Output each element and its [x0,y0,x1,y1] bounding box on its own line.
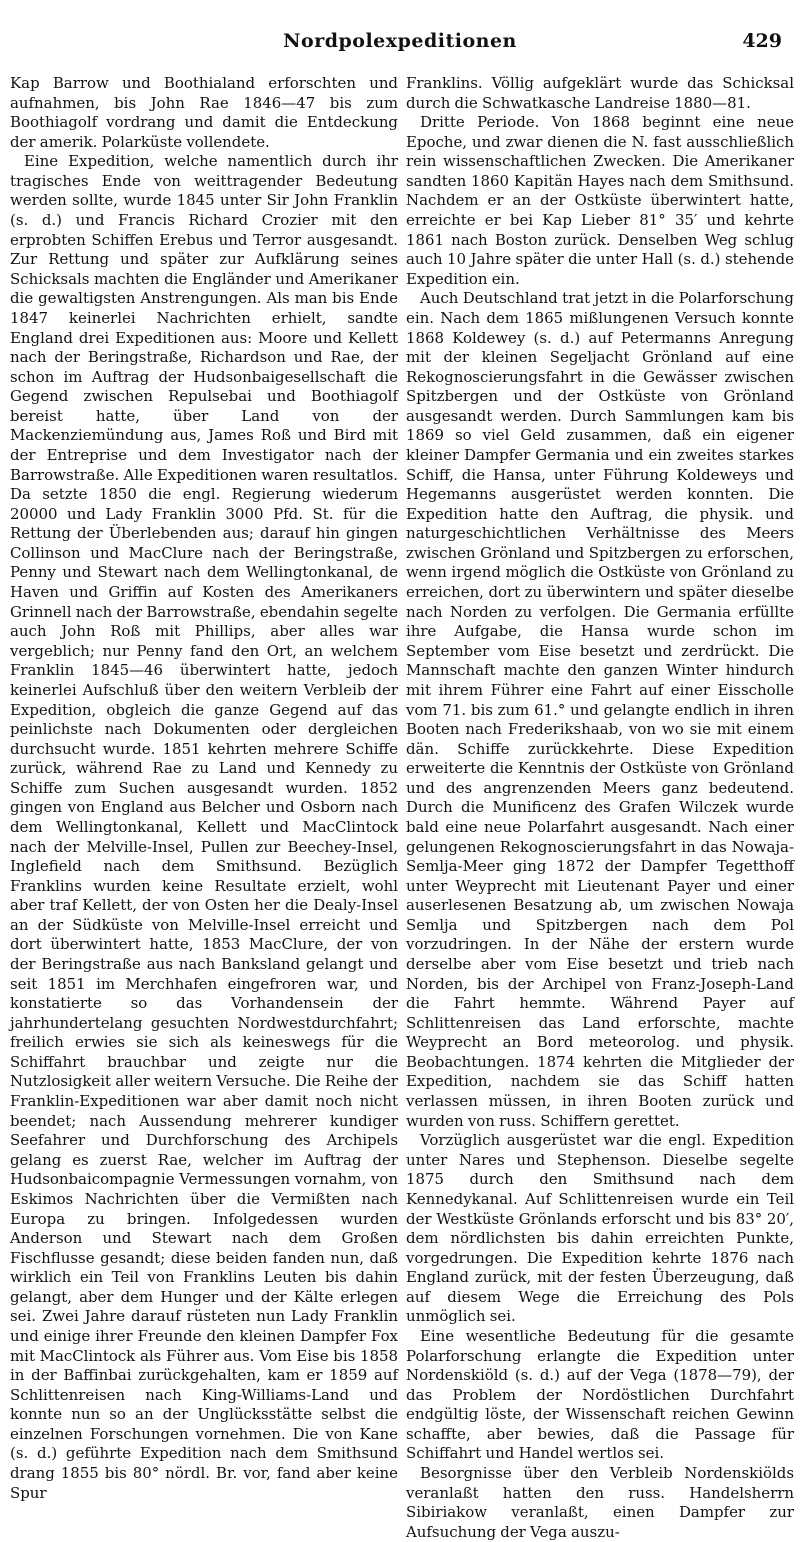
paragraph: Vorzüglich ausgerüstet war die engl. Expedition unter Nares und Stephenson. Dieselbe segelte 1875 durch den Smithsund nach dem Kennedykanal. Auf Schlittenreisen wurde ein Teil der Westküste Grönlands erforscht und bis 83° 20′, dem nördlichsten bis dahin erreichten Punkte, vorgedrungen. Die Expedition kehrte 1876 nach England zurück, mit der festen Überzeugung, daß auf diesem Wege die Erreichung des Pols unmöglich sei. [406,1131,794,1326]
paragraph: Kap Barrow und Boothialand erforschten und aufnahmen, bis John Rae 1846—47 bis zum Boothiagolf vordrang und damit die Entdeckung der amerik. Polarküste vollendete. [10,74,398,151]
running-title: Nordpolexpeditionen [283,30,517,52]
paragraph: Eine Expedition, welche namentlich durch ihr tragisches Ende von weittragender Bedeutung werden sollte, wurde 1845 unter Sir John Franklin (s. d.) und Francis Richard Crozier mit den erprobten Schiffen Erebus und Terror ausgesandt. Zur Rettung und später zur Aufklärung seines Schicksals machten die Engländer und Amerikaner die gewaltigsten Anstrengungen. Als man bis Ende 1847 keinerlei Nachrichten erhielt, sandte England drei Expeditionen aus: Moore und Kellett nach der Beringstraße, Richardson und Rae, der schon im Auftrag der Hudsonbaigesellschaft die Gegend zwischen Repulsebai und Boothiagolf bereist hatte, über Land von der Mackenziemündung aus, James Roß und Bird mit der Entreprise und dem Investigator nach der Barrowstraße. Alle Expeditionen waren resultatlos. Da setzte 1850 die engl. Regierung wiederum 20000 und Lady Franklin 3000 Pfd. St. für die Rettung der Überlebenden aus; darauf hin gingen Collinson und MacClure nach der Beringstraße, Penny und Stewart nach dem Wellingtonkanal, de Haven und Griffin auf Kosten des Amerikaners Grinnell nach der Barrowstraße, ebendahin segelte auch John Roß mit Phillips, aber alles war vergeblich; nur Penny fand den Ort, an welchem Franklin 1845—46 überwintert hatte, jedoch keinerlei Aufschluß über den weitern Verbleib der Expedition, obgleich die ganze Gegend auf das peinlichste nach Dokumenten oder dergleichen durchsucht wurde. 1851 kehrten mehrere Schiffe zurück, während Rae zu Land und Kennedy zu Schiffe zum Suchen ausgesandt wurden. 1852 gingen von England aus Belcher und Osborn nach dem Wellingtonkanal, Kellett und MacClintock nach der Melville-Insel, Pullen zur Beechey-Insel, Inglefield nach dem Smithsund. Bezüglich Franklins wurden keine Resultate erzielt, wohl aber traf Kellett, der von Osten her die Dealy-Insel an der Südküste von Melville-Insel erreicht und dort überwintert hatte, 1853 MacClure, der von der Beringstraße aus nach Banksland gelangt und seit 1851 im Merchhafen eingefroren war, und konstatierte so das Vorhandensein der jahrhundertelang gesuchten Nordwestdurchfahrt; freilich erwies sie sich als keineswegs für die Schiffahrt brauchbar und zeigte nur die Nutzlosigkeit aller weitern Versuche. Die Reihe der Franklin-Expeditionen war aber damit noch nicht beendet; nach Aussendung mehrerer kundiger Seefahrer und Durchforschung des Archipels gelang es zuerst Rae, welcher im Auftrag der Hudsonbaicompagnie Vermessungen vornahm, von Eskimos Nachrichten über die Vermißten nach Europa zu bringen. Infolgedessen wurden Anderson und Stewart nach dem Großen Fischflusse gesandt; diese beiden fanden nun, daß wirklich ein Teil von Franklins Leuten bis dahin gelangt, aber dem Hunger und der Kälte erlegen sei. Zwei Jahre darauf rüsteten nun Lady Franklin und einige ihrer Freunde den kleinen Dampfer Fox mit MacClintock als Führer aus. Vom Eise bis 1858 in der Baffinbai zurückgehalten, kam er 1859 auf Schlittenreisen nach King-Williams-Land und konnte nun so an der Unglücksstätte selbst die einzelnen Forschungen vornehmen. Die von Kane (s. d.) geführte Expedition nach dem Smithsund drang 1855 bis 80° nördl. Br. vor, fand aber keine Spur [10,152,398,1502]
left-column [10,74,398,1502]
paragraph: Eine wesentliche Bedeutung für die gesamte Polarforschung erlangte die Expedition unter Nordenskiöld (s. d.) auf der Vega (1878—79), der das Problem der Nordöstlichen Durchfahrt endgültig löste, der Wissenschaft reichen Gewinn schaffte, aber bewies, daß die Passage für Schiffahrt und Handel wertlos sei. [406,1327,794,1463]
paragraph: Auch Deutschland trat jetzt in die Polarforschung ein. Nach dem 1865 mißlungenen Versuch konnte 1868 Koldewey (s. d.) auf Petermanns Anregung mit der kleinen Segeljacht Grönland auf eine Rekognoscierungsfahrt in die Gewässer zwischen Spitzbergen und der Ostküste von Grönland ausgesandt werden. Durch Sammlungen kam bis 1869 so viel Geld zusammen, daß ein eigener kleiner Dampfer Germania und ein zweites starkes Schiff, die Hansa, unter Führung Koldeweys und Hegemanns ausgerüstet werden konnten. Die Expedition hatte den Auftrag, die physik. und naturgeschichtlichen Verhältnisse des Meers zwischen Grönland und Spitzbergen zu erforschen, wenn irgend möglich die Ostküste von Grönland zu erreichen, dort zu überwintern und später dieselbe nach Norden zu verfolgen. Die Germania erfüllte ihre Aufgabe, die Hansa wurde schon im September vom Eise besetzt und zerdrückt. Die Mannschaft machte den ganzen Winter hindurch mit ihrem Führer eine Fahrt auf einer Eisscholle vom 71. bis zum 61.° und gelangte endlich in ihren Booten nach Frederikshaab, von wo sie mit einem dän. Schiffe zurückkehrte. Diese Expedition erweiterte die Kenntnis der Ostküste von Grönland und des angrenzenden Meers ganz bedeutend. Durch die Munificenz des Grafen Wilczek wurde bald eine neue Polarfahrt ausgesandt. Nach einer gelungenen Rekognoscierungsfahrt in das Nowaja-Semlja-Meer ging 1872 der Dampfer Tegetthoff unter Weyprecht mit Lieutenant Payer und einer auserlesenen Besatzung ab, um zwischen Nowaja Semlja und Spitzbergen nach dem Pol vorzudringen. In der Nähe der erstern wurde derselbe aber vom Eise besetzt und trieb nach Norden, bis der Archipel von Franz-Joseph-Land die Fahrt hemmte. Während Payer auf Schlittenreisen das Land erforschte, machte Weyprecht an Bord meteorolog. und physik. Beobachtungen. 1874 kehrten die Mitglieder der Expedition, nachdem sie das Schiff hatten verlassen müssen, in ihren Booten zurück und wurden von russ. Schiffern gerettet. [406,289,794,1130]
page-header [0,0,800,60]
paragraph: Dritte Periode. Von 1868 beginnt eine neue Epoche, und zwar dienen die N. fast ausschließlich rein wissenschaftlichen Zwecken. Die Amerikaner sandten 1860 Kapitän Hayes nach dem Smithsund. Nachdem er an der Ostküste überwintert hatte, erreichte er bei Kap Lieber 81° 35′ und kehrte 1861 nach Boston zurück. Denselben Weg schlug auch 10 Jahre später die unter Hall (s. d.) stehende Expedition ein. [406,113,794,288]
right-column [406,74,794,1541]
paragraph: Besorgnisse über den Verbleib Nordenskiölds veranlaßt hatten den russ. Handelsherrn Sibiriakow veranlaßt, einen Dampfer zur Aufsuchung der Vega auszu- [406,1464,794,1541]
page-number: 429 [742,30,782,52]
paragraph: Franklins. Völlig aufgeklärt wurde das Schicksal durch die Schwatkasche Landreise 1880—81. [406,74,794,112]
